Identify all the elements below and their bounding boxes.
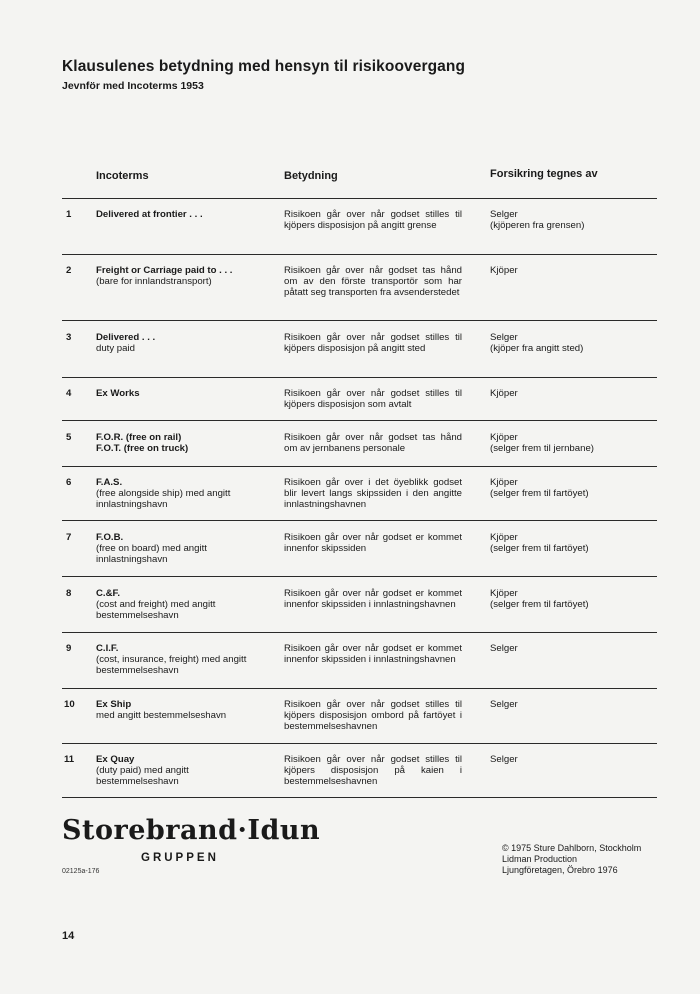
incoterm-description: med angitt bestemmelseshavn (96, 710, 227, 722)
row-number: 4 (66, 388, 72, 399)
row-number: 10 (64, 699, 75, 710)
meaning-cell: Risikoen går over når godset stilles til kjöpers disposisjon på angitt grense (284, 209, 462, 232)
insured-by-cell: Kjöper (selger frem til fartöyet) (490, 477, 589, 500)
page-subtitle: Jevnför med Incoterms 1953 (62, 80, 204, 92)
meaning-cell: Risikoen går over når godset er kommet innenfor skipssiden i innlastningshavnen (284, 588, 462, 611)
row-number: 9 (66, 643, 72, 654)
incoterm-cell (96, 388, 266, 399)
incoterm-cell (96, 754, 266, 788)
incoterm-cell (96, 643, 266, 677)
column-header-incoterms: Incoterms (96, 170, 149, 182)
meaning-cell: Risikoen går over når godset stilles til kjöpers disposisjon som avtalt (284, 388, 462, 411)
column-header-forsikring: Forsikring tegnes av (490, 168, 598, 180)
meaning-cell: Risikoen går over når godset er kommet innenfor skipssiden i innlastningshavnen (284, 643, 462, 666)
table-rule (62, 420, 657, 421)
meaning-cell: Risikoen går over når godset er kommet innenfor skipssiden (284, 532, 462, 555)
incoterm-cell (96, 265, 266, 287)
incoterm-description: duty paid (96, 343, 135, 355)
credits-line: Lidman Production (502, 854, 578, 864)
meaning-cell: Risikoen går over i det öyeblikk godset blir levert langs skipssiden i den angitte innlastningshavnen (284, 477, 462, 511)
insured-by-cell: Selger (490, 643, 518, 654)
meaning-cell: Risikoen går over når godset stilles til kjöpers disposisjon på angitt sted (284, 332, 462, 355)
incoterm-name: C.I.F. (96, 643, 119, 654)
table-rule (62, 743, 657, 744)
column-header-betydning: Betydning (284, 170, 338, 182)
row-number: 3 (66, 332, 72, 343)
incoterm-description: (free on board) med angitt innlastningshavn (96, 543, 207, 566)
incoterm-name: Delivered at frontier . . . (96, 209, 203, 220)
table-rule (62, 688, 657, 689)
incoterm-cell (96, 209, 266, 220)
incoterm-name: F.A.S. (96, 477, 123, 488)
incoterm-cell (96, 699, 266, 721)
incoterm-name: Freight or Carriage paid to . . . (96, 265, 233, 276)
credits-line: © 1975 Sture Dahlborn, Stockholm (502, 843, 642, 853)
insured-by-cell: Selger (kjöperen fra grensen) (490, 209, 585, 232)
incoterm-cell (96, 332, 266, 354)
row-number: 6 (66, 477, 72, 488)
row-number: 1 (66, 209, 72, 220)
credits-line: Ljungföretagen, Örebro 1976 (502, 865, 618, 875)
insured-by-cell: Selger (490, 754, 518, 765)
row-number: 8 (66, 588, 72, 599)
table-rule (62, 198, 657, 199)
table-rule (62, 632, 657, 633)
meaning-cell: Risikoen går over når godset stilles til kjöpers disposisjon ombord på fartöyet i bestemmelseshavnen (284, 699, 462, 733)
logo-subtitle: GRUPPEN (141, 852, 219, 864)
insured-by-cell: Selger (kjöper fra angitt sted) (490, 332, 584, 355)
table-rule (62, 466, 657, 467)
insured-by-cell: Kjöper (490, 265, 518, 276)
insured-by-cell: Selger (490, 699, 518, 710)
storebrand-logo: Storebrand·Idun (62, 815, 321, 846)
incoterm-cell (96, 432, 266, 454)
incoterm-description: (cost, insurance, freight) med angitt bestemmelseshavn (96, 654, 247, 677)
incoterm-description: (bare for innlandstransport) (96, 276, 212, 288)
incoterm-cell (96, 588, 266, 622)
insured-by-cell: Kjöper (selger frem til jernbane) (490, 432, 594, 455)
insured-by-cell: Kjöper (selger frem til fartöyet) (490, 532, 589, 555)
meaning-cell: Risikoen går over når godset tas hånd om av jernbanens personale (284, 432, 462, 455)
print-code: 02125a-176 (62, 868, 100, 875)
insured-by-cell: Kjöper (490, 388, 518, 399)
credits (502, 843, 641, 876)
incoterm-cell (96, 532, 266, 566)
page-number: 14 (62, 930, 75, 942)
incoterm-name: Ex Works (96, 388, 140, 399)
row-number: 11 (64, 754, 75, 765)
table-rule (62, 520, 657, 521)
row-number: 5 (66, 432, 72, 443)
table-rule (62, 797, 657, 798)
incoterm-name: F.O.B. (96, 532, 124, 543)
meaning-cell: Risikoen går over når godset tas hånd om av den förste transportör som har påtatt seg transporten fra avsenderstedet (284, 265, 462, 299)
meaning-cell: Risikoen går over når godset stilles til kjöpers disposisjon på kaien i bestemmelseshavnen (284, 754, 462, 788)
incoterm-name: F.O.R. (free on rail) F.O.T. (free on truck) (96, 432, 189, 455)
table-rule (62, 377, 657, 378)
incoterm-description: (free alongside ship) med angitt innlastningshavn (96, 488, 231, 511)
table-rule (62, 576, 657, 577)
incoterm-name: C.&F. (96, 588, 120, 599)
incoterm-description: (duty paid) med angitt bestemmelseshavn (96, 765, 189, 788)
table-rule (62, 254, 657, 255)
page-title: Klausulenes betydning med hensyn til risikoovergang (62, 58, 466, 75)
incoterm-name: Ex Ship (96, 699, 132, 710)
incoterm-name: Ex Quay (96, 754, 135, 765)
row-number: 7 (66, 532, 72, 543)
row-number: 2 (66, 265, 72, 276)
incoterm-description: (cost and freight) med angitt bestemmelseshavn (96, 599, 216, 622)
incoterm-cell (96, 477, 266, 511)
insured-by-cell: Kjöper (selger frem til fartöyet) (490, 588, 589, 611)
incoterm-name: Delivered . . . (96, 332, 156, 343)
table-rule (62, 320, 657, 321)
